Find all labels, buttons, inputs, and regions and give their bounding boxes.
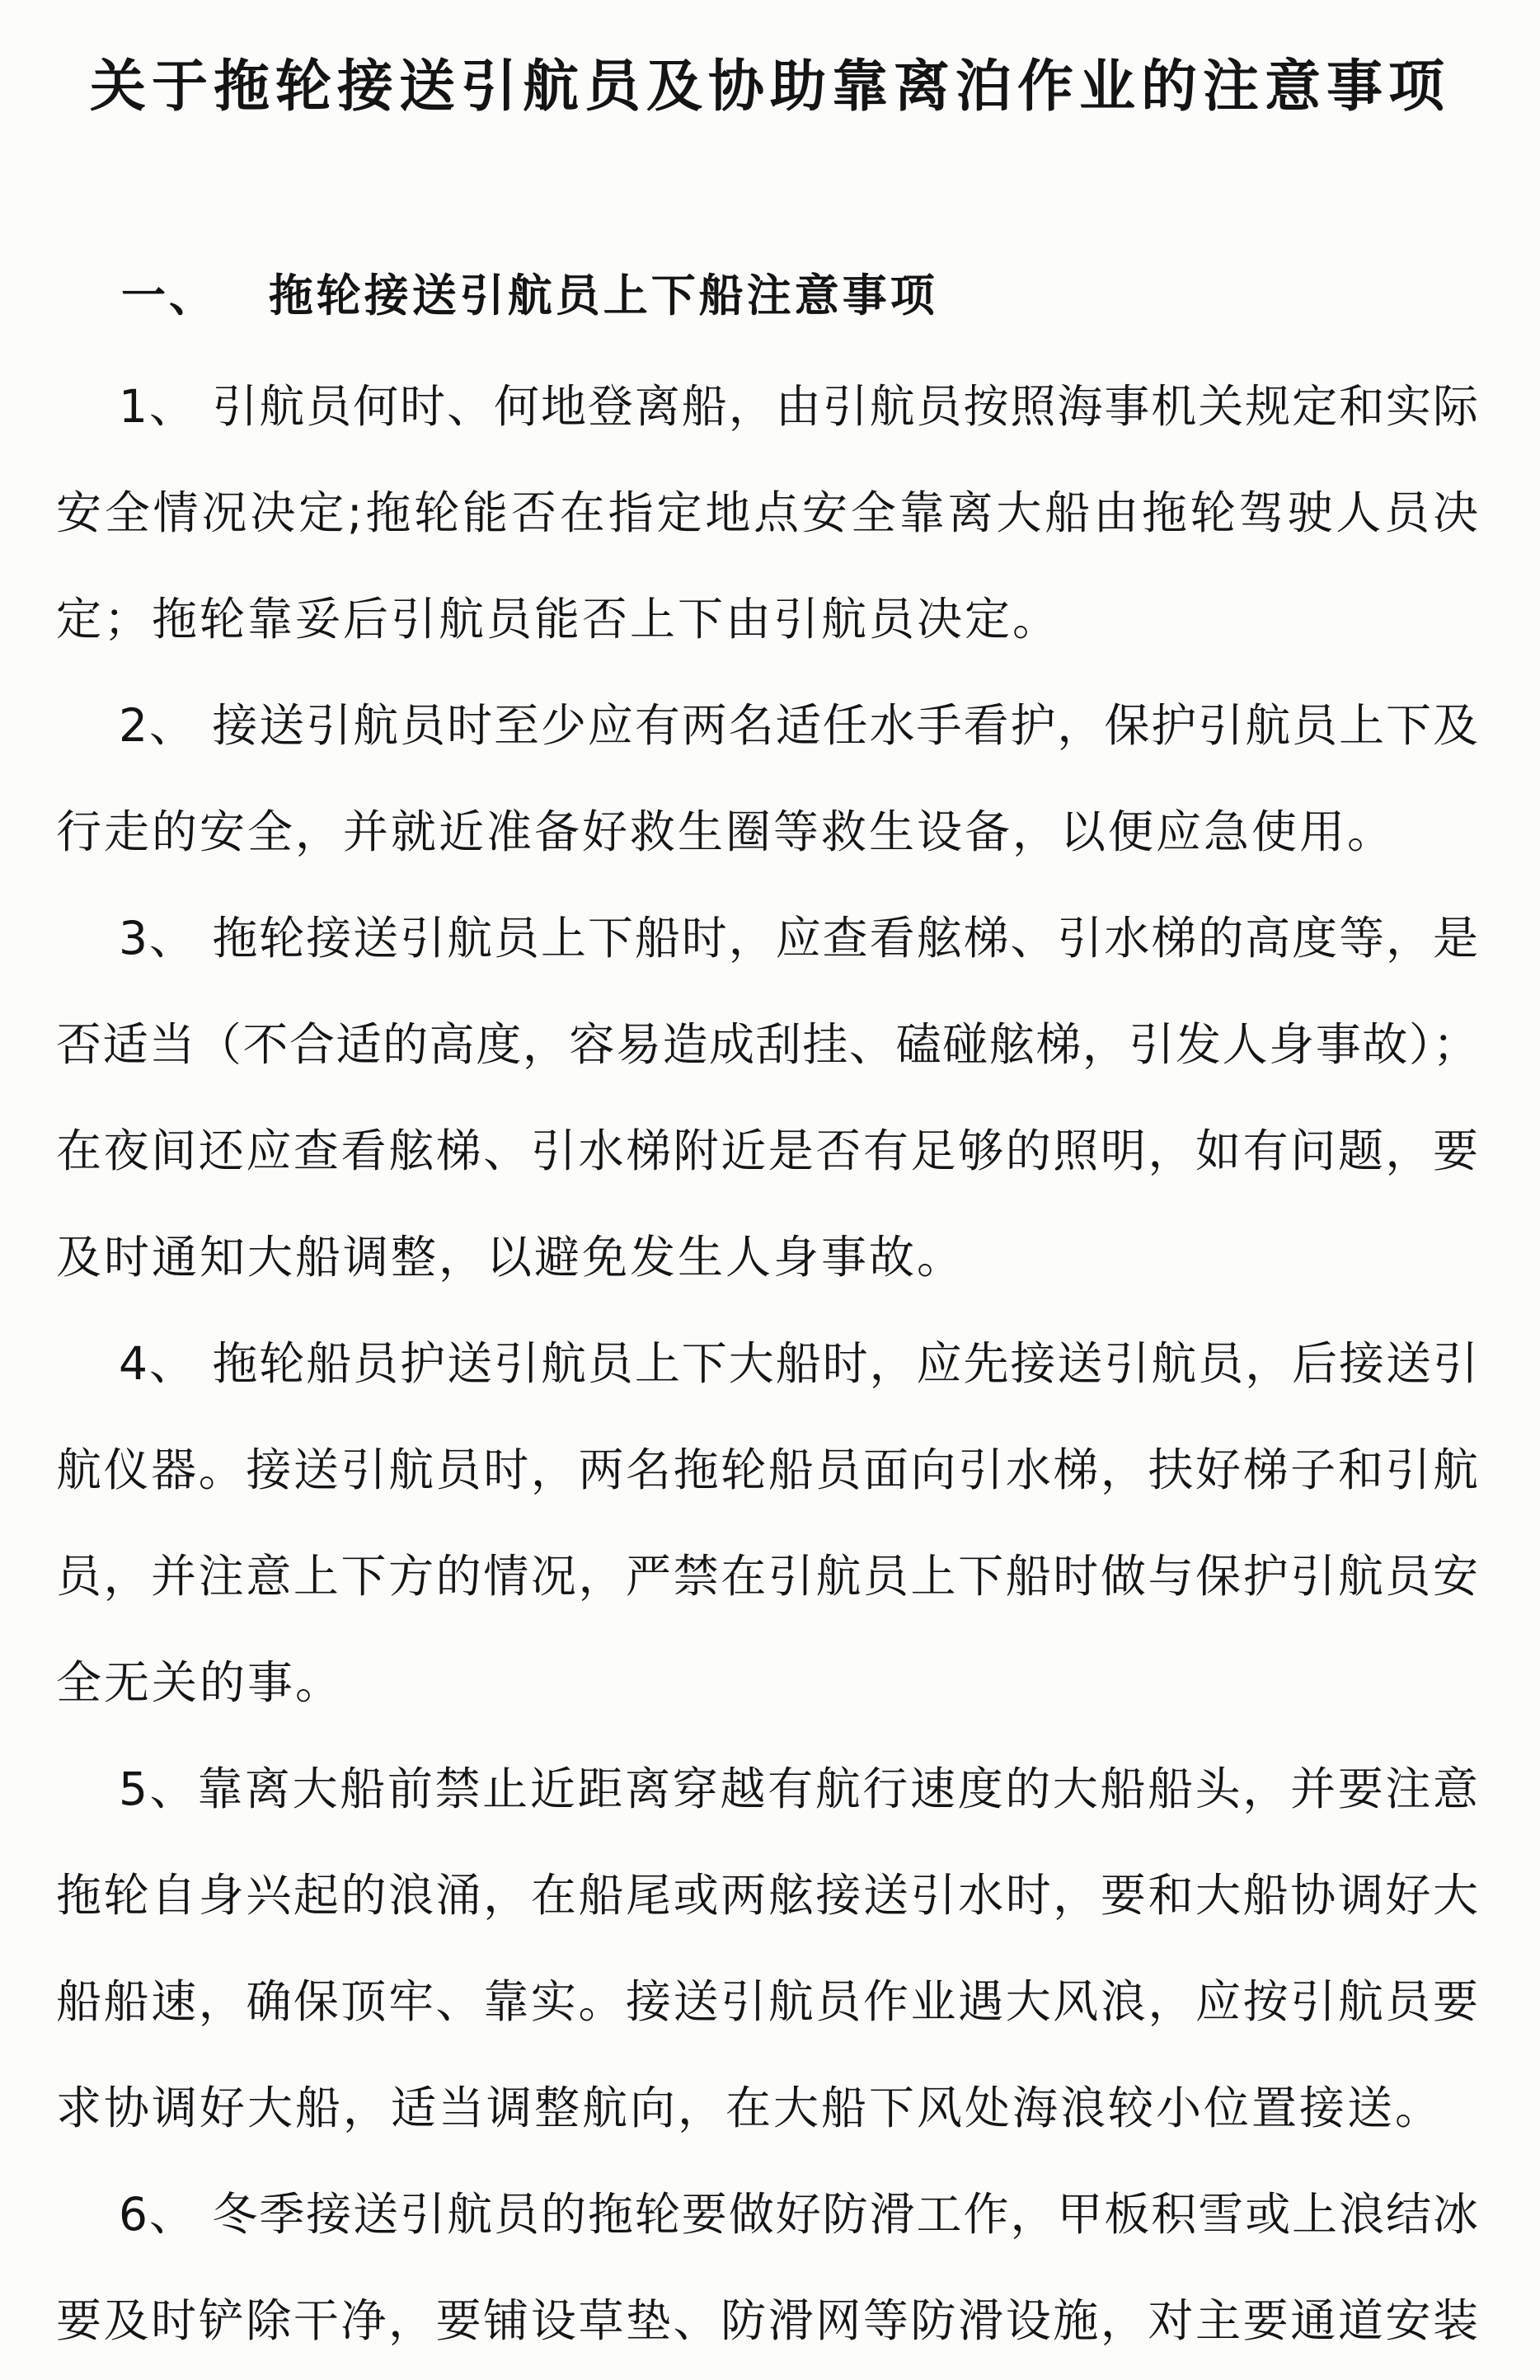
paragraph-line: 在夜间还应查看舷梯、引水梯附近是否有足够的照明，如有问题，要 (56, 1124, 1478, 1177)
paragraph-line: 全无关的事。 (56, 1656, 344, 1709)
paragraph-line: 拖轮自身兴起的浪涌，在船尾或两舷接送引水时，要和大船协调好大 (56, 1869, 1478, 1922)
paragraph-line: 6、 冬季接送引航员的拖轮要做好防滑工作，甲板积雪或上浪结冰 (119, 2188, 1478, 2241)
paragraph-line: 行走的安全，并就近准备好救生圈等救生设备，以便应急使用。 (56, 805, 1396, 858)
paragraph-line: 要及时铲除干净，要铺设草垫、防滑网等防滑设施，对主要通道安装 (56, 2294, 1478, 2347)
paragraph-2 (56, 673, 1478, 885)
paragraph-line: 1、 引航员何时、何地登离船，由引航员按照海事机关规定和实际 (119, 380, 1478, 433)
paragraph-4 (56, 1311, 1478, 1736)
paragraph-5 (56, 1736, 1478, 2162)
paragraph-line: 及时通知大船调整，以避免发生人身事故。 (56, 1231, 965, 1284)
paragraph-line: 否适当（不合适的高度，容易造成刮挂、磕碰舷梯，引发人身事故）； (56, 1018, 1478, 1071)
paragraph-line: 航仪器。接送引航员时，两名拖轮船员面向引水梯，扶好梯子和引航 (56, 1443, 1478, 1496)
paragraph-line: 船船速，确保顶牢、靠实。接送引航员作业遇大风浪，应按引航员要 (56, 1975, 1478, 2028)
section-heading: 一、 拖轮接送引航员上下船注意事项 (121, 270, 938, 322)
paragraph-line: 员，并注意上下方的情况，严禁在引航员上下船时做与保护引航员安 (56, 1550, 1478, 1603)
paragraph-1 (56, 354, 1478, 673)
paragraph-line: 求协调好大船，适当调整航向，在大船下风处海浪较小位置接送。 (56, 2082, 1444, 2134)
paragraph-line: 2、 接送引航员时至少应有两名适任水手看护，保护引航员上下及 (119, 699, 1478, 752)
paragraph-3 (56, 885, 1478, 1311)
paragraph-line: 5、靠离大船前禁止近距离穿越有航行速度的大船船头，并要注意 (119, 1763, 1478, 1815)
paragraph-line: 4、 拖轮船员护送引航员上下大船时，应先接送引航员，后接送引 (119, 1337, 1478, 1390)
document-title: 关于拖轮接送引航员及协助靠离泊作业的注意事项 (89, 54, 1450, 120)
paragraph-line: 定；拖轮靠妥后引航员能否上下由引航员决定。 (56, 593, 1061, 645)
document-body (56, 354, 1478, 2374)
paragraph-6 (56, 2162, 1478, 2374)
paragraph-line: 3、 拖轮接送引航员上下船时，应查看舷梯、引水梯的高度等，是 (119, 912, 1478, 965)
paragraph-line: 安全情况决定;拖轮能否在指定地点安全靠离大船由拖轮驾驶人员决 (56, 486, 1478, 539)
